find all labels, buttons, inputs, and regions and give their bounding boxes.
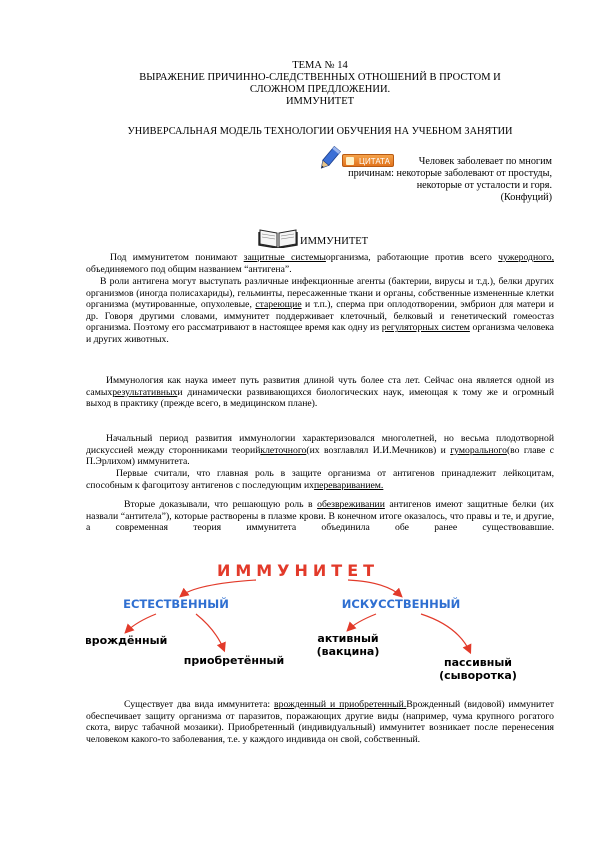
diagram-natural-label: ЕСТЕСТВЕННЫЙ	[123, 597, 229, 611]
p3-term-1: результативных	[112, 386, 178, 398]
p4-text-c: (во главе с П.Эрлихом) иммунитета.	[86, 444, 555, 468]
p5-term-1: перевариванием.	[313, 479, 384, 491]
title-line-3: ИММУНИТЕТ	[285, 96, 355, 107]
quote-badge-label: ЦИТАТА	[359, 157, 390, 166]
p4-text-a: Начальный период развития иммунологии характеризовался многолетней, но весьма плодотворной дискуссией между сторонниками теорий	[86, 433, 554, 456]
p7-term-1: врожденный и приобретенный.	[274, 699, 407, 710]
paragraph-5	[86, 468, 554, 491]
diagram-artificial-label: ИСКУССТВЕННЫЙ	[341, 597, 461, 611]
arrow-artificial-passive	[421, 614, 470, 652]
quote-line-1: Человек заболевает по многим	[418, 156, 552, 167]
arrow-natural-innate	[126, 614, 156, 632]
diagram-serum-label: (сыворотка)	[439, 669, 517, 682]
p1-text-b: организма, работающие против всего	[325, 252, 499, 263]
title-line-2: СЛОЖНОМ ПРЕДЛОЖЕНИИ.	[249, 84, 391, 95]
quote-badge	[342, 154, 394, 167]
quote-line-2: причинам: некоторые заболевают от простуды,	[348, 168, 552, 179]
p1-text-c: объединяемого под общим названием “антигена”.	[86, 263, 292, 275]
arrow-root-left	[181, 580, 256, 596]
quote-glyph-icon	[346, 157, 354, 165]
model-heading: УНИВЕРСАЛЬНАЯ МОДЕЛЬ ТЕХНОЛОГИИ ОБУЧЕНИЯ НА УЧЕБНОМ ЗАНЯТИИ	[127, 126, 513, 137]
diagram-acquired-label: приобретённый	[183, 654, 285, 667]
p2-text-a: В роли антигена могут выступать различные инфекционные агенты (бактерии, вирусы и т.д.), белки других организмов (иногда полисахариды), гельминты, пересаженные ткани и органы, собственные измененные клетки организма (мутированные, опухолевые,	[86, 276, 554, 311]
paragraph-2	[86, 276, 554, 346]
p2-term-2: регуляторных систем	[381, 322, 470, 334]
p4-text-b: (их возглавлял И.И.Мечников) и	[306, 444, 451, 456]
p1-term-1: защитные системы	[243, 252, 326, 263]
arrow-artificial-active	[348, 614, 376, 630]
diagram-vaccine-label: (вакцина)	[316, 645, 380, 658]
p6-text-a: Вторые доказывали, что решающую роль в	[124, 499, 318, 510]
p3-text-b: и динамически развивающихся биологических наук, имеющая к тому же и огромный выход в практику (прежде всего, в медицинском плане).	[86, 386, 554, 410]
p2-text-c: организма человека и других животных.	[86, 322, 554, 345]
arrow-root-right	[348, 580, 401, 596]
paragraph-6	[86, 499, 554, 534]
diagram-passive-label: пассивный	[444, 656, 512, 669]
paragraph-3	[86, 375, 554, 410]
topic-number: ТЕМА № 14	[292, 60, 348, 71]
p1-term-2: чужеродного,	[498, 252, 554, 263]
quote-line-3: некоторые от усталости и горя.	[416, 180, 552, 191]
title-line-1: ВЫРАЖЕНИЕ ПРИЧИННО-СЛЕДСТВЕННЫХ ОТНОШЕНИЙ В ПРОСТОМ И	[139, 72, 501, 83]
paragraph-1	[86, 252, 554, 275]
p6-term-1: обезвреживании	[317, 499, 385, 510]
diagram-innate-label: врождённый	[86, 634, 168, 647]
diagram-active-label: активный	[317, 632, 379, 645]
p6-text-b: антигенов имеют защитные белки (их назвали “антитела”), которые растворены в плазме крови. В конечном итоге оказалось, что правы и те, и другие, а современная теория иммунитета объединила обе ранее существовавшие.	[86, 499, 554, 534]
paragraph-4	[86, 433, 554, 468]
p2-text-b: и т.п.), сперма при оплодотворении, эмбрион для матери и др. Говоря другими словами, иммунитет поддерживает клеточный, белковый и генетический гомеостаз организма. Поэтому его рассматривают в настоящее время как одну из	[86, 299, 554, 334]
p3-text-a: Иммунология как наука имеет путь развития длиной чуть более ста лет. Сейчас она является одной из самых	[86, 375, 554, 398]
p4-term-1: клеточного	[260, 444, 307, 456]
immunity-diagram	[86, 560, 554, 690]
section-title: ИММУНИТЕТ	[300, 236, 369, 247]
book-icon	[258, 226, 298, 248]
paragraph-7	[86, 699, 554, 745]
p1-text-a: Под иммунитетом понимают	[110, 252, 244, 263]
p4-term-2: гуморального	[450, 444, 507, 456]
p7-text-a: Существует два вида иммунитета:	[124, 699, 275, 710]
p5-text-a: Первые считали, что главная роль в защите организма от антигенов принадлежит лейкоцитам, способным к фагоцитозу антигенов с последующим их	[86, 468, 554, 491]
quote-author: (Конфуций)	[500, 192, 552, 203]
immunity-diagram-svg	[86, 560, 554, 690]
arrow-natural-acquired	[196, 614, 224, 650]
diagram-root-label: ИММУНИТЕТ	[216, 561, 380, 580]
p7-text-b: Врожденный (видовой) иммунитет обеспечивает защиту организма от паразитов, поражающих другие виды (например, чума крупного рогатого скота, вирус табачной мозаики). Приобретенный (индивидуальный) иммунитет возникает после перенесения человеком какого-то заболевания, т.е. у каждого индивида он свой, собственный.	[86, 699, 554, 745]
p2-term-1: стареющие	[255, 299, 302, 311]
